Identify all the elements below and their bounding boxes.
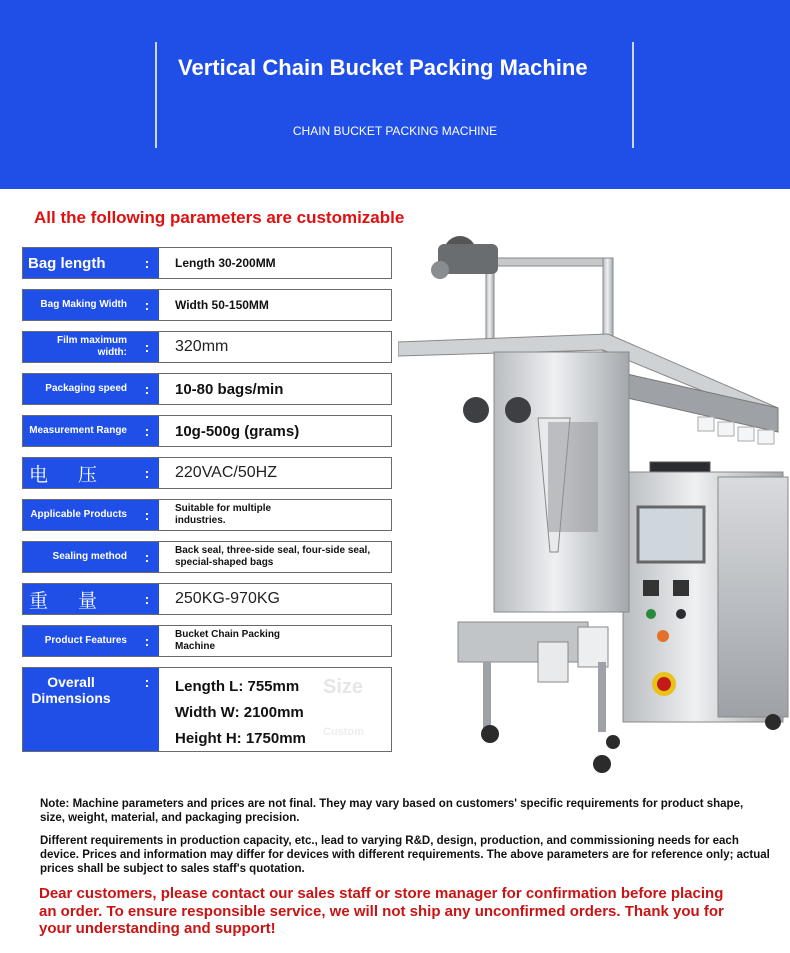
dimension-length: Length L: 755mm <box>175 678 300 695</box>
param-row-voltage <box>22 457 392 489</box>
param-label: Sealing method <box>23 542 135 572</box>
param-label: Applicable Products <box>23 500 135 530</box>
ghost-size-text: Size <box>323 676 364 698</box>
page-title: Vertical Chain Bucket Packing Machine <box>178 55 588 80</box>
param-value: Suitable for multiple industries. <box>175 503 272 526</box>
param-separator: : <box>135 458 159 488</box>
param-label: 重量 <box>23 584 135 614</box>
param-row-film-width <box>22 331 392 363</box>
param-separator: : <box>135 248 159 278</box>
param-separator: : <box>135 668 159 751</box>
customizable-notice: All the following parameters are customizable <box>34 208 405 227</box>
header-banner <box>0 0 790 189</box>
param-separator: : <box>135 626 159 656</box>
param-row-bag-making-width <box>22 289 392 321</box>
dimension-width: Width W: 2100mm <box>175 704 304 721</box>
param-separator: : <box>135 332 159 362</box>
param-row-packaging-speed <box>22 373 392 405</box>
param-value: 10-80 bags/min <box>175 380 284 398</box>
note-pricing: Note: Machine parameters and prices are not final. They may vary based on customers' specific requirements for product shape, size, weight, material, and packaging precision. <box>40 798 744 824</box>
param-value: 250KG-970KG <box>175 590 280 607</box>
param-row-overall-dimensions <box>22 667 392 752</box>
param-value: Bucket Chain Packing Machine <box>175 629 281 652</box>
note-requirements: Different requirements in production capacity, etc., lead to varying R&D, design, production, and commissioning needs for each device. Prices and information may differ for devices with different requirements. The above parameters are for reference only; actual prices shall be subject to sales staff's quotation. <box>40 835 770 875</box>
param-value: Length 30-200MM <box>175 256 276 270</box>
param-row-bag-length <box>22 247 392 279</box>
page-subtitle: CHAIN BUCKET PACKING MACHINE <box>292 124 498 138</box>
param-row-sealing-method <box>22 541 392 573</box>
ghost-custom-text: Custom <box>323 726 364 738</box>
param-row-product-features <box>22 625 392 657</box>
param-value: 320mm <box>175 338 229 355</box>
param-label: Overall Dimensions <box>23 668 135 751</box>
dimension-list <box>175 674 306 752</box>
param-label: Measurement Range <box>23 416 135 446</box>
param-row-measurement-range <box>22 415 392 447</box>
param-label: Packaging speed <box>23 374 135 404</box>
param-label: Product Features <box>23 626 135 656</box>
param-separator: : <box>135 374 159 404</box>
param-row-applicable-products <box>22 499 392 531</box>
param-value: Width 50-150MM <box>175 298 269 312</box>
param-value: 220VAC/50HZ <box>175 464 277 481</box>
param-separator: : <box>135 416 159 446</box>
param-label: Film maximum width: <box>23 332 135 362</box>
param-label: Bag Making Width <box>23 290 135 320</box>
param-separator: : <box>135 542 159 572</box>
param-value: Back seal, three-side seal, four-side seal, special-shaped bags <box>175 545 371 568</box>
dimension-height: Height H: 1750mm <box>175 730 306 747</box>
param-separator: : <box>135 500 159 530</box>
param-value: 10g-500g (grams) <box>175 422 300 440</box>
param-label: 电压 <box>23 458 135 488</box>
packing-machine-image <box>398 222 790 778</box>
param-row-weight <box>22 583 392 615</box>
warning-message: Dear customers, please contact our sales staff or store manager for confirmation before placing an order. To ensure responsible service, we will not ship any unconfirmed orders. Thank you for your understanding and support! <box>39 885 724 937</box>
param-separator: : <box>135 584 159 614</box>
param-separator: : <box>135 290 159 320</box>
param-label: Bag length <box>23 248 135 278</box>
